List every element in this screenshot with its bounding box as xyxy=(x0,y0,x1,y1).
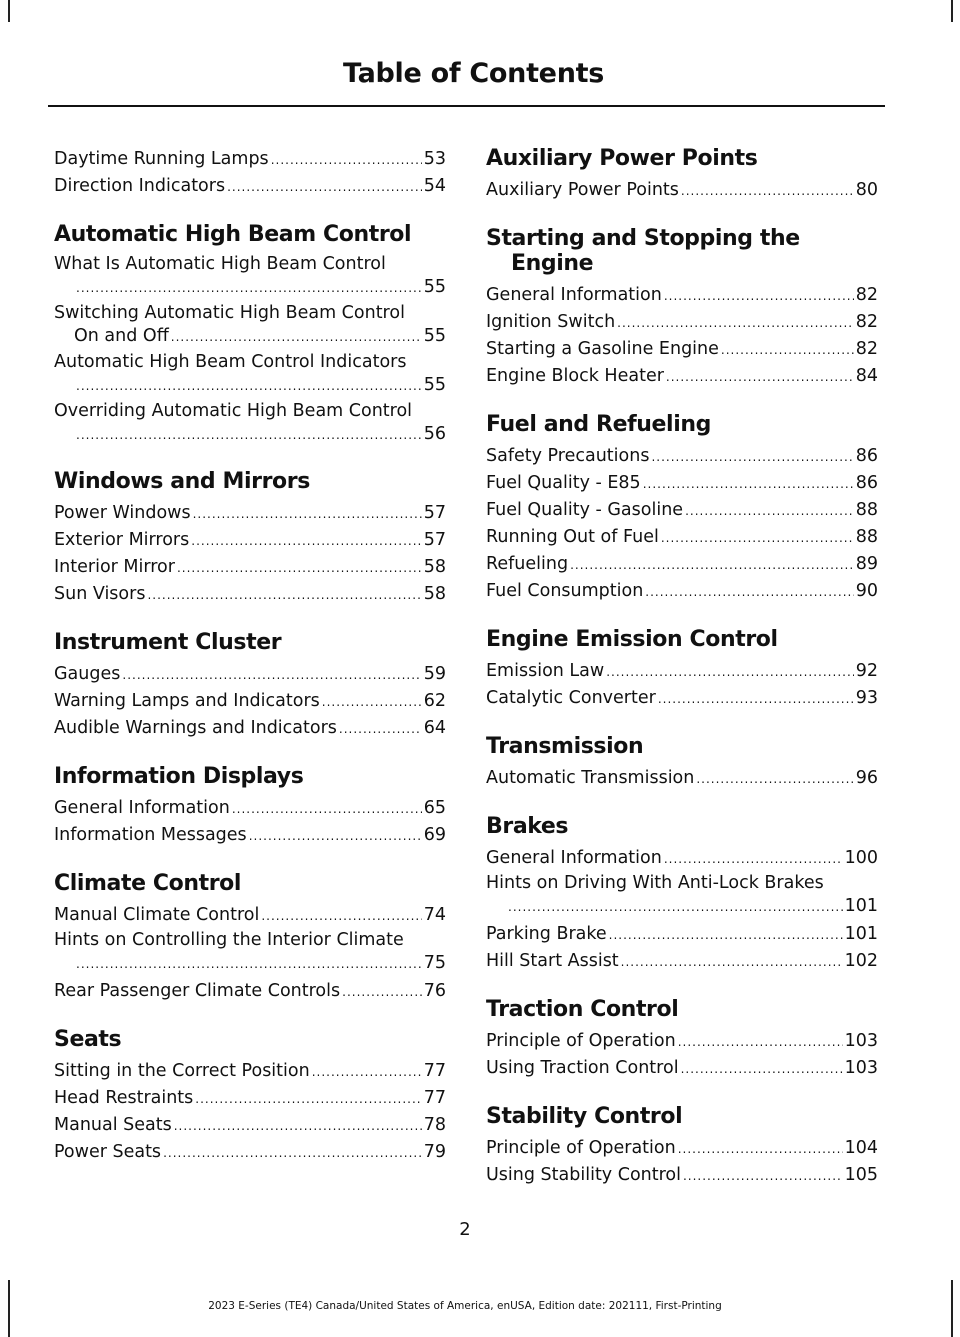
toc-entry-page: 100 xyxy=(844,848,878,868)
toc-entry[interactable] xyxy=(54,253,446,300)
toc-entry-title: Information Messages xyxy=(54,825,247,845)
section-heading-text: Stability Control xyxy=(486,1104,683,1129)
toc-entry-title: Switching Automatic High Beam Control xyxy=(54,303,405,323)
toc-entry-page: 101 xyxy=(844,924,878,944)
toc-entry-page: 75 xyxy=(423,953,446,973)
toc-section xyxy=(486,814,878,975)
toc-entry-page: 105 xyxy=(844,1165,878,1185)
toc-entry-page: 80 xyxy=(855,180,878,200)
dot-leader xyxy=(609,922,843,948)
toc-entry[interactable] xyxy=(486,363,878,390)
toc-entry[interactable] xyxy=(54,1058,446,1085)
toc-entry[interactable] xyxy=(486,177,878,204)
toc-entry-page: 58 xyxy=(423,557,446,577)
toc-entry[interactable] xyxy=(486,1135,878,1162)
toc-entry-page: 103 xyxy=(844,1031,878,1051)
toc-entry[interactable] xyxy=(486,658,878,685)
dot-leader xyxy=(312,1059,422,1085)
toc-entry-title: Power Windows xyxy=(54,503,191,523)
dot-leader xyxy=(171,325,422,349)
toc-entry[interactable] xyxy=(486,470,878,497)
section-heading-text: Traction Control xyxy=(486,997,679,1022)
toc-entry-page: 56 xyxy=(423,424,446,444)
dot-leader xyxy=(651,444,853,470)
toc-entry[interactable] xyxy=(54,173,446,200)
toc-entry-page: 59 xyxy=(423,664,446,684)
toc-entry[interactable] xyxy=(486,845,878,872)
toc-entry[interactable] xyxy=(54,351,446,398)
dot-leader xyxy=(658,686,854,712)
section-heading-text: Brakes xyxy=(486,814,569,839)
toc-entry-title: What Is Automatic High Beam Control xyxy=(54,254,386,274)
dot-leader xyxy=(643,471,854,497)
crop-mark-bottom-right xyxy=(951,1280,953,1337)
toc-entry-page: 96 xyxy=(855,768,878,788)
toc-entry-title: Principle of Operation xyxy=(486,1138,676,1158)
dot-leader xyxy=(227,174,422,200)
toc-entry-page: 69 xyxy=(423,825,446,845)
dot-leader xyxy=(508,895,843,919)
toc-entry-title: Using Traction Control xyxy=(486,1058,679,1078)
dot-leader xyxy=(617,310,854,336)
toc-entry-title: Power Seats xyxy=(54,1142,162,1162)
dot-leader xyxy=(664,283,854,309)
toc-section xyxy=(54,222,446,447)
dot-leader xyxy=(342,979,422,1005)
toc-entry-page: 86 xyxy=(855,473,878,493)
toc-entry-title: Manual Seats xyxy=(54,1115,172,1135)
toc-entry-title: General Information xyxy=(486,848,662,868)
toc-entry[interactable] xyxy=(54,715,446,742)
toc-entry-page: 76 xyxy=(423,981,446,1001)
toc-entry-page: 55 xyxy=(423,375,446,395)
toc-entry-title: Safety Precautions xyxy=(486,446,650,466)
toc-entry[interactable] xyxy=(54,978,446,1005)
dot-leader xyxy=(678,1136,843,1162)
section-heading xyxy=(54,469,446,494)
section-heading xyxy=(54,764,446,789)
toc-entry-title: Exterior Mirrors xyxy=(54,530,190,550)
dot-leader xyxy=(195,1086,421,1112)
dot-leader xyxy=(76,423,422,447)
section-heading-text: Windows and Mirrors xyxy=(54,469,310,494)
toc-entry[interactable] xyxy=(54,688,446,715)
toc-entry-title: General Information xyxy=(54,798,230,818)
toc-entry-leader-row xyxy=(54,373,446,398)
toc-entry-page: 88 xyxy=(855,500,878,520)
toc-entry[interactable] xyxy=(486,1055,878,1082)
toc-entry[interactable] xyxy=(54,400,446,447)
toc-entry-title: Fuel Consumption xyxy=(486,581,644,601)
section-heading-text: Transmission xyxy=(486,734,644,759)
dot-leader xyxy=(76,374,422,398)
toc-entry[interactable] xyxy=(486,1162,878,1189)
toc-section xyxy=(54,1027,446,1166)
toc-entry[interactable] xyxy=(54,1085,446,1112)
toc-entry-page: 57 xyxy=(423,503,446,523)
toc-entry-page: 86 xyxy=(855,446,878,466)
toc-entry-page: 82 xyxy=(855,312,878,332)
dot-leader xyxy=(678,1029,843,1055)
toc-entry-title: Hints on Driving With Anti-Lock Brakes xyxy=(486,873,824,893)
toc-entry-page: 55 xyxy=(423,326,446,346)
toc-entry[interactable] xyxy=(486,872,878,919)
toc-entry[interactable] xyxy=(54,146,446,173)
toc-entry-page: 92 xyxy=(855,661,878,681)
section-heading-text: Fuel and Refueling xyxy=(486,412,711,437)
toc-section xyxy=(54,630,446,742)
dot-leader xyxy=(685,498,854,524)
toc-entry[interactable] xyxy=(486,685,878,712)
toc-entry-page: 103 xyxy=(844,1058,878,1078)
toc-entry-title: Fuel Quality - E85 xyxy=(486,473,641,493)
toc-section xyxy=(486,627,878,712)
toc-entry[interactable] xyxy=(486,524,878,551)
toc-entry-title: Parking Brake xyxy=(486,924,607,944)
section-heading-text-cont: Engine xyxy=(511,251,594,276)
toc-entry-title: Sun Visors xyxy=(54,584,146,604)
toc-entry-title: Overriding Automatic High Beam Control xyxy=(54,401,413,421)
toc-entry[interactable] xyxy=(54,661,446,688)
toc-entry-title: Direction Indicators xyxy=(54,176,226,196)
dot-leader xyxy=(271,147,422,173)
section-heading xyxy=(54,630,446,655)
toc-entry-title: Principle of Operation xyxy=(486,1031,676,1051)
toc-entry-title: Starting a Gasoline Engine xyxy=(486,339,719,359)
section-heading-text: Automatic High Beam Control xyxy=(54,222,412,247)
toc-entry-title: Sitting in the Correct Position xyxy=(54,1061,310,1081)
toc-entry-page: 79 xyxy=(423,1142,446,1162)
toc-entry[interactable] xyxy=(486,443,878,470)
dot-leader xyxy=(147,582,421,608)
dot-leader xyxy=(621,949,843,975)
toc-entry[interactable] xyxy=(486,765,878,792)
section-heading xyxy=(486,734,878,759)
toc-entry-page: 78 xyxy=(423,1115,446,1135)
section-heading-text: Seats xyxy=(54,1027,122,1052)
toc-section xyxy=(54,764,446,849)
toc-section xyxy=(486,226,878,390)
toc-entry-page: 82 xyxy=(855,285,878,305)
dot-leader xyxy=(261,903,421,929)
toc-entry-title: Automatic High Beam Control Indicators xyxy=(54,352,407,372)
section-heading xyxy=(486,412,878,437)
section-heading-text: Information Displays xyxy=(54,764,304,789)
toc-entry-title: Gauges xyxy=(54,664,121,684)
toc-entry[interactable] xyxy=(54,822,446,849)
toc-entry-title: General Information xyxy=(486,285,662,305)
toc-section xyxy=(486,997,878,1082)
toc-entry-page: 64 xyxy=(423,718,446,738)
header-rule xyxy=(48,105,885,107)
toc-entry[interactable] xyxy=(486,551,878,578)
toc-entry[interactable] xyxy=(54,554,446,581)
toc-entry-title: Daytime Running Lamps xyxy=(54,149,269,169)
toc-entry-page: 88 xyxy=(855,527,878,547)
toc-entry[interactable] xyxy=(486,1028,878,1055)
toc-entry-title: Hints on Controlling the Interior Climate xyxy=(54,930,404,950)
toc-entry-page: 53 xyxy=(423,149,446,169)
toc-entry[interactable] xyxy=(486,282,878,309)
dot-leader xyxy=(683,1163,843,1189)
toc-entry-leader-row xyxy=(486,894,878,919)
toc-entry-page: 65 xyxy=(423,798,446,818)
toc-entry-page: 93 xyxy=(855,688,878,708)
toc-entry[interactable] xyxy=(486,921,878,948)
toc-column-left xyxy=(54,146,446,1188)
dot-leader xyxy=(645,579,853,605)
section-heading-text: Auxiliary Power Points xyxy=(486,146,758,171)
toc-entry-title: Auxiliary Power Points xyxy=(486,180,679,200)
toc-section xyxy=(486,146,878,204)
toc-entry-page: 54 xyxy=(423,176,446,196)
toc-entry-title: Fuel Quality - Gasoline xyxy=(486,500,684,520)
section-heading xyxy=(486,226,878,276)
toc-entry-title: Catalytic Converter xyxy=(486,688,656,708)
section-heading xyxy=(486,997,878,1022)
dot-leader xyxy=(606,659,854,685)
dot-leader xyxy=(661,525,854,551)
toc-section xyxy=(486,1104,878,1189)
dot-leader xyxy=(664,846,843,872)
toc-entry-title: Using Stability Control xyxy=(486,1165,681,1185)
toc-section-continued xyxy=(54,146,446,200)
toc-entry[interactable] xyxy=(486,336,878,363)
toc-entry[interactable] xyxy=(54,1112,446,1139)
dot-leader xyxy=(249,823,422,849)
toc-entry-title: Automatic Transmission xyxy=(486,768,695,788)
toc-entry[interactable] xyxy=(54,795,446,822)
toc-entry-leader-row xyxy=(54,275,446,300)
toc-entry[interactable] xyxy=(54,581,446,608)
toc-entry-title: Running Out of Fuel xyxy=(486,527,659,547)
toc-column-right xyxy=(486,146,878,1211)
dot-leader xyxy=(76,276,422,300)
section-heading xyxy=(486,146,878,171)
section-heading-text: Starting and Stopping the xyxy=(486,226,800,251)
toc-entry-title: Emission Law xyxy=(486,661,605,681)
dot-leader xyxy=(177,555,422,581)
toc-entry-page: 57 xyxy=(423,530,446,550)
toc-entry-leader-row xyxy=(54,324,446,349)
dot-leader xyxy=(193,501,422,527)
dot-leader xyxy=(163,1140,422,1166)
dot-leader xyxy=(666,364,854,390)
dot-leader xyxy=(191,528,421,554)
dot-leader xyxy=(76,952,422,976)
toc-entry-title-cont: On and Off xyxy=(74,326,169,346)
toc-entry[interactable] xyxy=(54,1139,446,1166)
section-heading xyxy=(54,1027,446,1052)
toc-entry-page: 58 xyxy=(423,584,446,604)
dot-leader xyxy=(570,552,854,578)
toc-section xyxy=(54,871,446,1005)
toc-entry[interactable] xyxy=(486,309,878,336)
toc-entry[interactable] xyxy=(54,500,446,527)
toc-entry-page: 77 xyxy=(423,1061,446,1081)
toc-entry[interactable] xyxy=(54,302,446,349)
dot-leader xyxy=(174,1113,422,1139)
toc-entry[interactable] xyxy=(486,948,878,975)
edition-footer: 2023 E-Series (TE4) Canada/United States of America, enUSA, Edition date: 202111, First-Printing xyxy=(208,1300,722,1312)
toc-section xyxy=(486,412,878,605)
toc-section xyxy=(486,734,878,792)
toc-entry[interactable] xyxy=(486,578,878,605)
section-heading xyxy=(486,627,878,652)
crop-mark-top-left xyxy=(8,0,10,22)
toc-entry[interactable] xyxy=(486,497,878,524)
toc-entry-title: Warning Lamps and Indicators xyxy=(54,691,320,711)
toc-entry-title: Engine Block Heater xyxy=(486,366,664,386)
toc-section xyxy=(54,469,446,608)
page-number: 2 xyxy=(459,1219,471,1240)
crop-mark-top-right xyxy=(951,0,953,22)
section-heading xyxy=(54,871,446,896)
dot-leader xyxy=(122,662,421,688)
dot-leader xyxy=(721,337,854,363)
toc-entry-title: Interior Mirror xyxy=(54,557,175,577)
dot-leader xyxy=(681,1056,843,1082)
section-heading xyxy=(486,814,878,839)
toc-entry[interactable] xyxy=(54,527,446,554)
dot-leader xyxy=(681,178,854,204)
toc-entry-title: Head Restraints xyxy=(54,1088,194,1108)
dot-leader xyxy=(339,716,422,742)
toc-entry-title: Rear Passenger Climate Controls xyxy=(54,981,341,1001)
section-heading-text: Engine Emission Control xyxy=(486,627,778,652)
dot-leader xyxy=(696,766,853,792)
toc-entry-page: 102 xyxy=(844,951,878,971)
toc-entry-page: 84 xyxy=(855,366,878,386)
section-heading xyxy=(54,222,446,247)
toc-entry-title: Audible Warnings and Indicators xyxy=(54,718,337,738)
dot-leader xyxy=(232,796,422,822)
toc-entry-page: 55 xyxy=(423,277,446,297)
toc-entry-page: 62 xyxy=(423,691,446,711)
page-title: Table of Contents xyxy=(342,58,604,89)
dot-leader xyxy=(322,689,422,715)
section-heading-text: Instrument Cluster xyxy=(54,630,282,655)
toc-entry-title: Refueling xyxy=(486,554,569,574)
toc-entry[interactable] xyxy=(54,929,446,976)
toc-entry-page: 104 xyxy=(844,1138,878,1158)
section-heading xyxy=(486,1104,878,1129)
toc-entry-leader-row xyxy=(54,422,446,447)
toc-entry-title: Ignition Switch xyxy=(486,312,616,332)
toc-entry-title: Hill Start Assist xyxy=(486,951,619,971)
toc-entry-page: 89 xyxy=(855,554,878,574)
toc-entry-leader-row xyxy=(54,951,446,976)
toc-entry-page: 77 xyxy=(423,1088,446,1108)
toc-entry-page: 74 xyxy=(423,905,446,925)
toc-entry-page: 101 xyxy=(844,896,878,916)
section-heading-text: Climate Control xyxy=(54,871,242,896)
toc-entry-page: 82 xyxy=(855,339,878,359)
toc-entry-title: Manual Climate Control xyxy=(54,905,260,925)
toc-entry-page: 90 xyxy=(855,581,878,601)
toc-entry[interactable] xyxy=(54,902,446,929)
